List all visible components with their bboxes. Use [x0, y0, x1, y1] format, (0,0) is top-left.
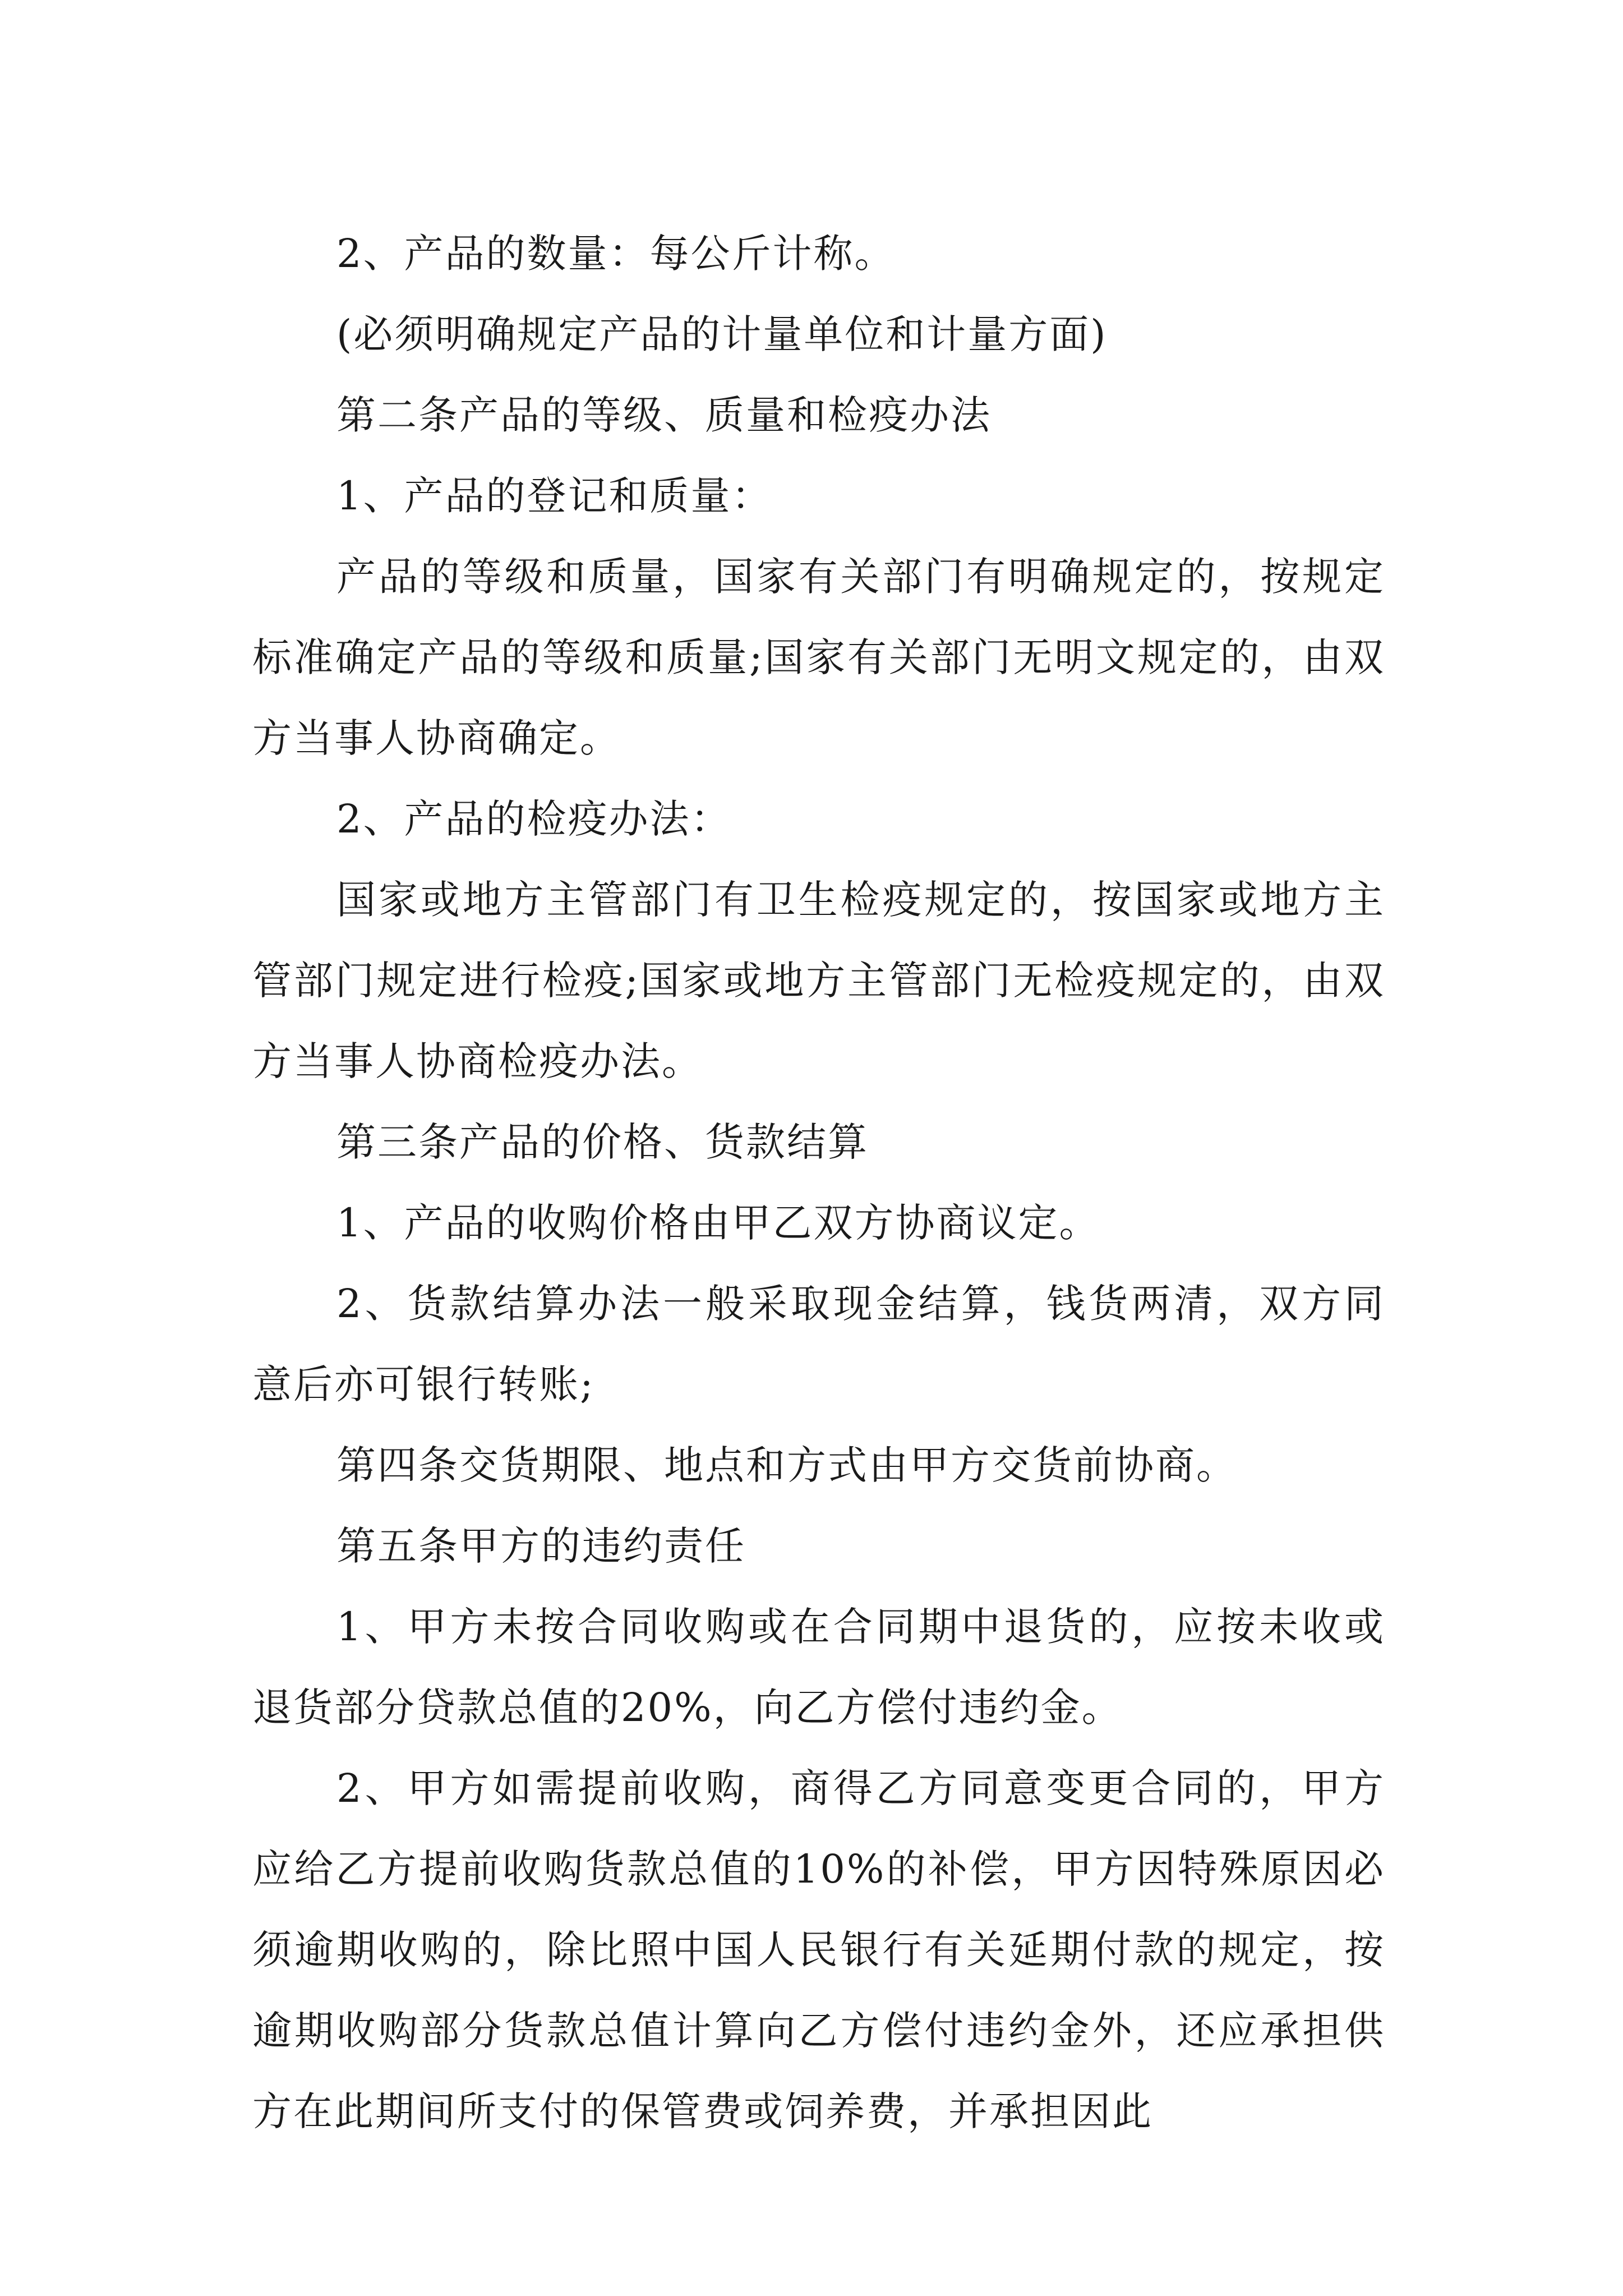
paragraph-liability-1: 1、甲方未按合同收购或在合同期中退货的，应按未收或退货部分贷款总值的20%，向乙方偿付违约金。 — [252, 1604, 1385, 1731]
paragraph-quarantine-body: 国家或地方主管部门有卫生检疫规定的，按国家或地方主管部门规定进行检疫;国家或地方主管部门无检疫规定的，由双方当事人协商检疫办法。 — [252, 877, 1385, 1084]
paragraph-price: 1、产品的收购价格由甲乙双方协商议定。 — [336, 1200, 1100, 1246]
paragraph-quarantine-title: 2、产品的检疫办法： — [336, 796, 732, 842]
article-2-heading: 第二条产品的等级、质量和检疫办法 — [336, 392, 992, 438]
article-3-heading: 第三条产品的价格、货款结算 — [336, 1119, 869, 1165]
paragraph-grade-quality-body: 产品的等级和质量，国家有关部门有明确规定的，按规定标准确定产品的等级和质量;国家有关部门无明文规定的，由双方当事人协商确定。 — [252, 554, 1385, 761]
document-page — [252, 213, 1385, 2152]
article-5-heading: 第五条甲方的违约责任 — [336, 1523, 746, 1569]
paragraph-grade-quality-title: 1、产品的登记和质量： — [336, 473, 773, 519]
paragraph-liability-2: 2、甲方如需提前收购，商得乙方同意变更合同的，甲方应给乙方提前收购货款总值的10%的补偿，甲方因特殊原因必须逾期收购的，除比照中国人民银行有关延期付款的规定，按逾期收购部分货款总值计算向乙方偿付违约金外，还应承担供方在此期间所支付的保管费或饲养费，并承担因此 — [252, 1765, 1385, 2134]
article-4-heading: 第四条交货期限、地点和方式由甲方交货前协商。 — [336, 1442, 1237, 1488]
paragraph-quantity-note: (必须明确规定产品的计量单位和计量方面) — [336, 311, 1108, 357]
paragraph-settlement: 2、货款结算办法一般采取现金结算，钱货两清，双方同意后亦可银行转账; — [252, 1281, 1385, 1407]
paragraph-quantity: 2、产品的数量：每公斤计称。 — [336, 231, 896, 277]
